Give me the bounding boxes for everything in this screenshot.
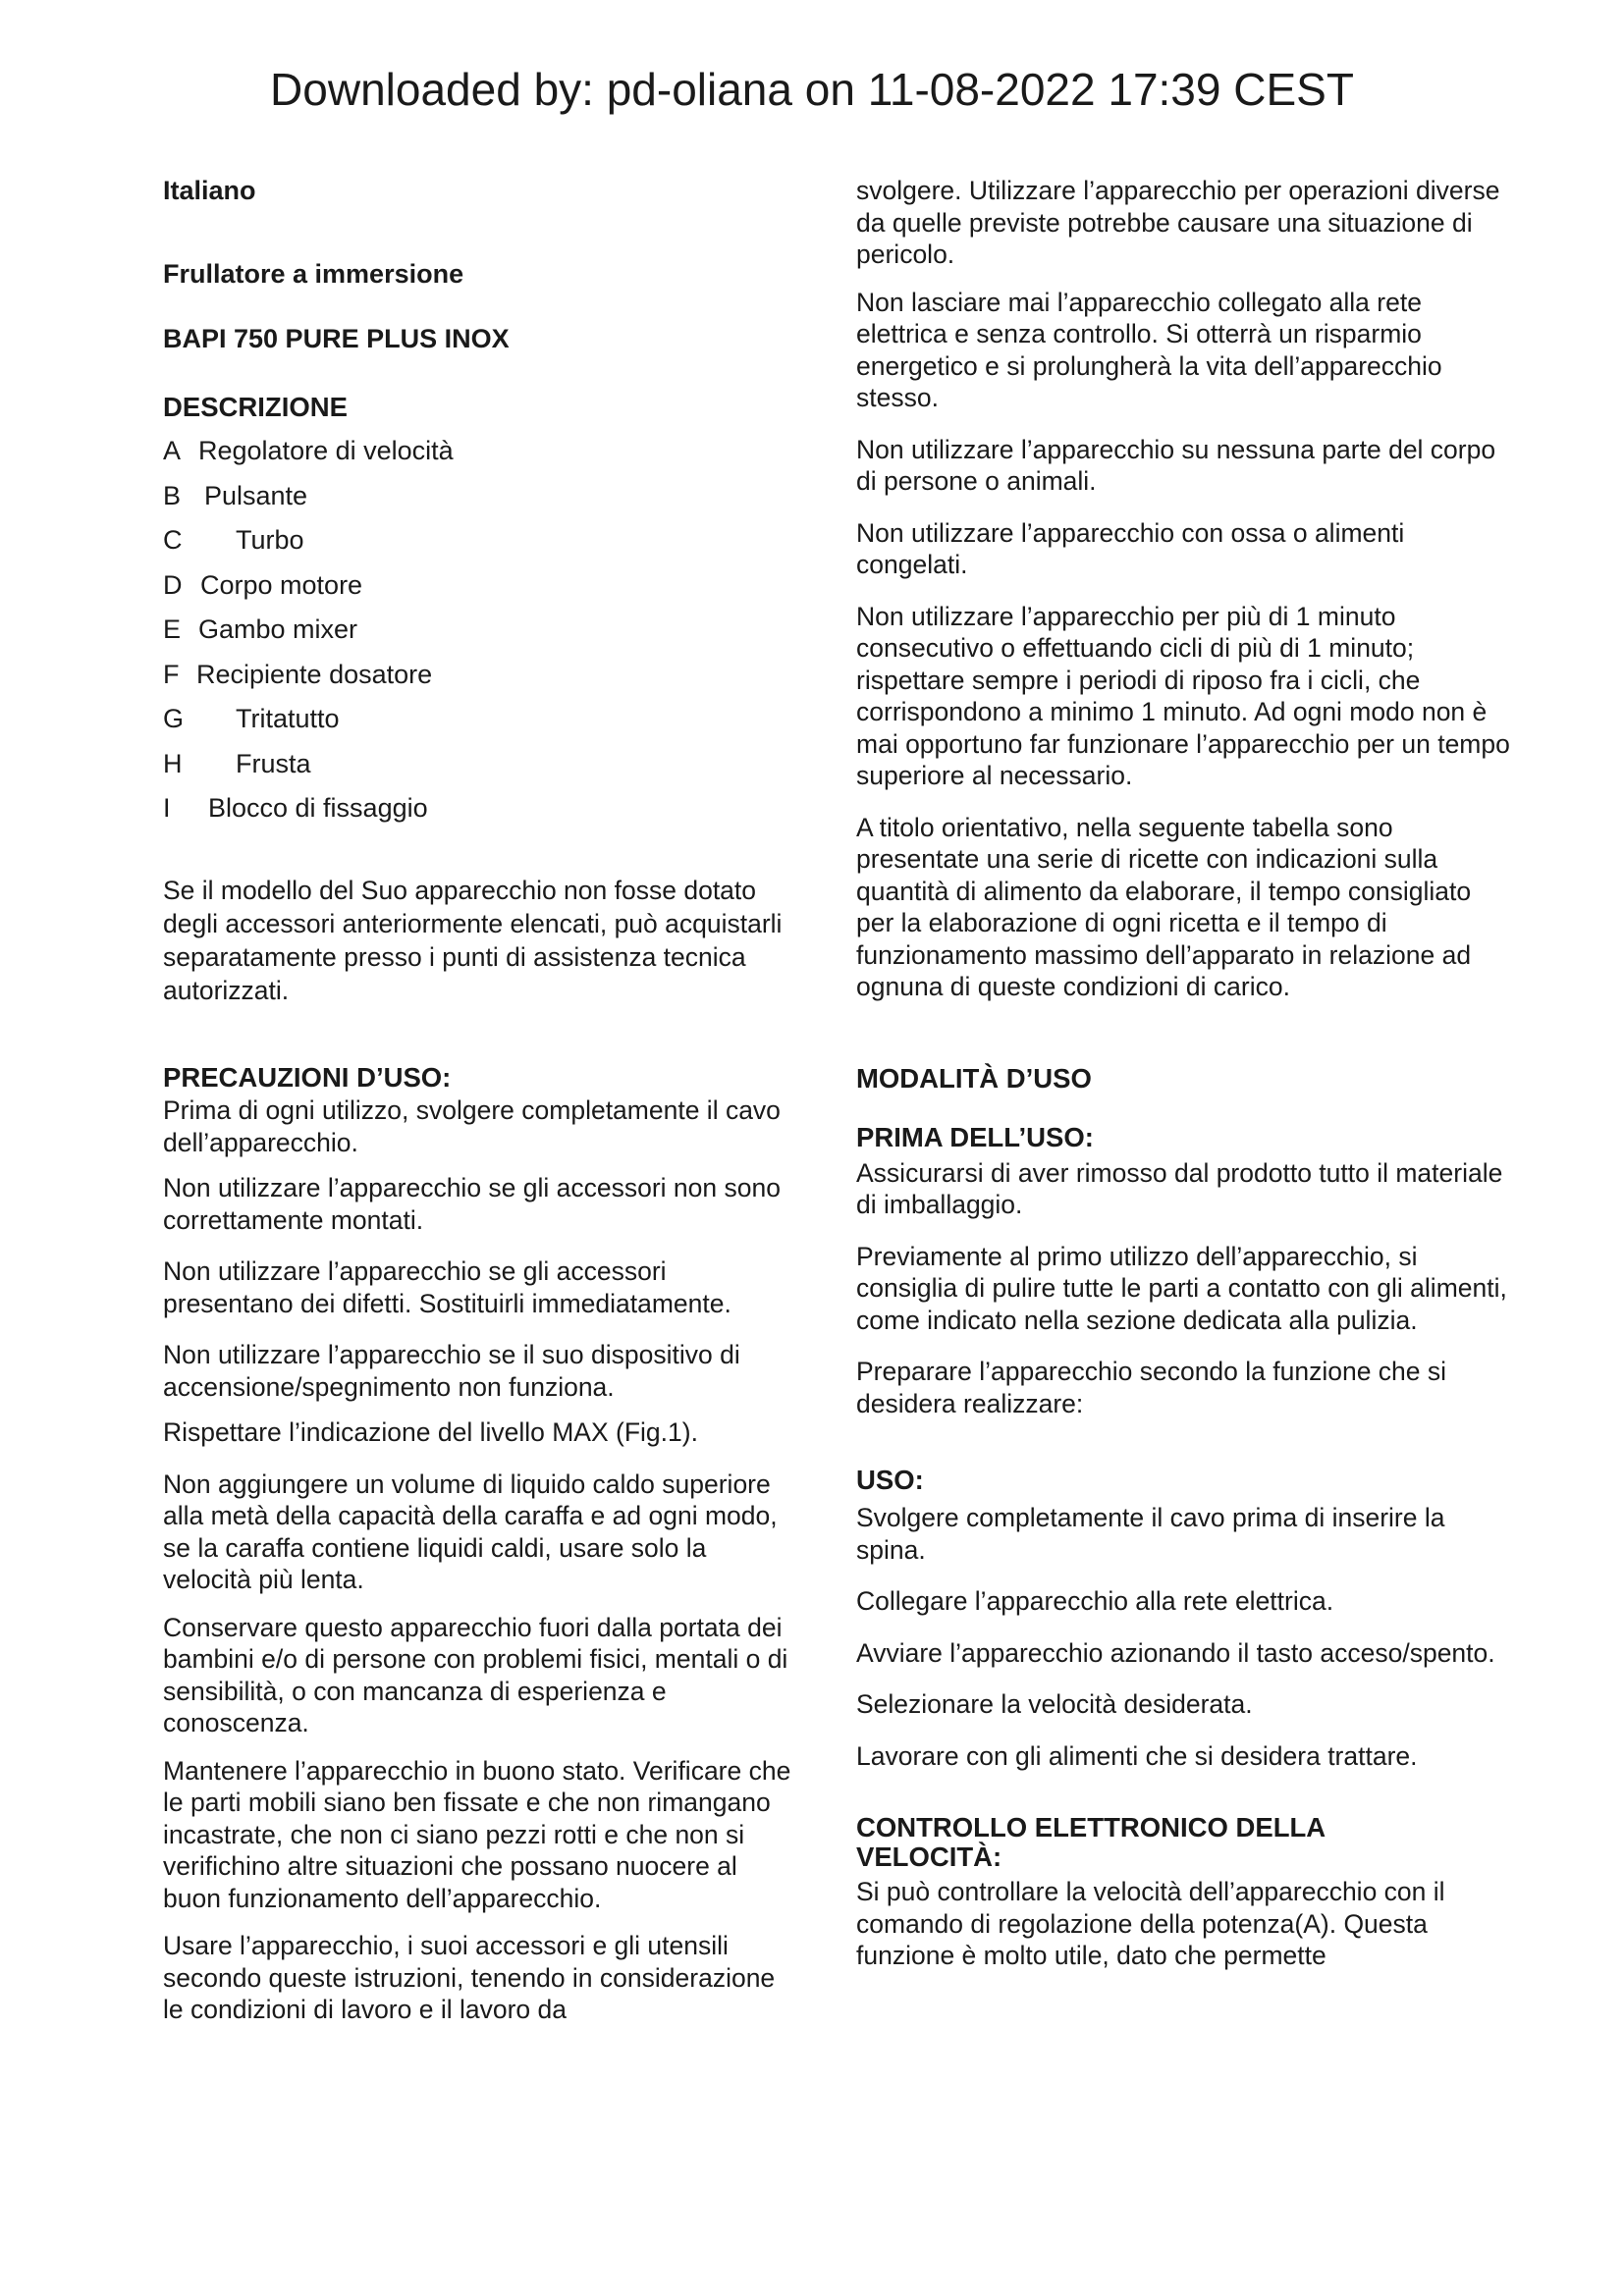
list-item: H Frusta: [163, 748, 311, 778]
list-item: C Turbo: [163, 525, 304, 555]
paragraph: Conservare questo apparecchio fuori dalla portata dei bambini e/o di persone con problemi fisici, mentali o di sensibilità, o con mancanza di esperienza e conoscenza.: [163, 1612, 788, 1737]
download-notice: Downloaded by: pd-oliana on 11-08-2022 17:39 CEST: [270, 64, 1354, 115]
list-item: A Regolatore di velocità: [163, 436, 454, 465]
paragraph: Non utilizzare l’apparecchio su nessuna parte del corpo di persone o animali.: [856, 434, 1496, 496]
paragraph: Non utilizzare l’apparecchio per più di 1 minuto consecutivo o effettuando cicli di più di 1 minuto; rispettare sempre i periodi di riposo fra i cicli, che corrispondono a minimo 1 minuto. Ad ogni modo non è mai opportuno far funzionare l’apparecchio per un tempo superiore al necessario.: [856, 601, 1510, 790]
right-column: [856, 175, 1514, 1972]
paragraph: Rispettare l’indicazione del livello MAX (Fig.1).: [163, 1417, 698, 1447]
list-item: G Tritatutto: [163, 704, 340, 733]
paragraph: Non utilizzare l’apparecchio se gli accessori presentano dei difetti. Sostituirli immediatamente.: [163, 1256, 731, 1318]
paragraph: Non utilizzare l’apparecchio con ossa o alimenti congelati.: [856, 517, 1405, 579]
paragraph: svolgere. Utilizzare l’apparecchio per operazioni diverse da quelle previste potrebbe causare una situazione di pericolo.: [856, 176, 1500, 269]
prima-heading: PRIMA DELL’USO:: [856, 1121, 1094, 1152]
paragraph: Selezionare la velocità desiderata.: [856, 1689, 1253, 1719]
product-type: Frullatore a immersione: [163, 259, 464, 289]
list-item: E Gambo mixer: [163, 614, 358, 644]
list-item: I Blocco di fissaggio: [163, 793, 428, 823]
paragraph: Non utilizzare l’apparecchio se gli accessori non sono correttamente montati.: [163, 1173, 781, 1235]
accessories-note: Se il modello del Suo apparecchio non fosse dotato degli accessori anteriormente elencati, può acquistarli separatamente presso i punti di assistenza tecnica autorizzati.: [163, 876, 783, 1005]
uso-heading: USO:: [856, 1465, 924, 1495]
left-column: [163, 175, 801, 2026]
paragraph: Assicurarsi di aver rimosso dal prodotto tutto il materiale di imballaggio.: [856, 1157, 1503, 1219]
paragraph: Previamente al primo utilizzo dell’apparecchio, si consiglia di pulire tutte le parti a contatto con gli alimenti, come indicato nella sezione dedicata alla pulizia.: [856, 1241, 1507, 1335]
paragraph: Mantenere l’apparecchio in buono stato. Verificare che le parti mobili siano ben fissate e che non rimangano incastrate, che non ci siano pezzi rotti e che non si verifichino altre situazioni che possano nuocere al buon funzionamento dell’apparecchio.: [163, 1755, 791, 1913]
controllo-heading: CONTROLLO ELETTRONICO DELLA VELOCITÀ:: [856, 1812, 1326, 1872]
paragraph: Non utilizzare l’apparecchio se il suo dispositivo di accensione/spegnimento non funziona.: [163, 1340, 740, 1402]
list-item: D Corpo motore: [163, 569, 363, 600]
precauzioni-heading: PRECAUZIONI D’USO:: [163, 1062, 452, 1093]
paragraph: Lavorare con gli alimenti che si desidera trattare.: [856, 1740, 1418, 1771]
paragraph: Si può controllare la velocità dell’apparecchio con il comando di regolazione della potenza(A). Questa funzione è molto utile, dato che permette: [856, 1877, 1445, 1970]
model-name: BAPI 750 PURE PLUS INOX: [163, 324, 510, 353]
list-item: B Pulsante: [163, 480, 308, 510]
paragraph: Svolgere completamente il cavo prima di inserire la spina.: [856, 1503, 1445, 1565]
paragraph: Prima di ogni utilizzo, svolgere completamente il cavo dell’apparecchio.: [163, 1095, 781, 1157]
paragraph: Collegare l’apparecchio alla rete elettrica.: [856, 1586, 1334, 1616]
paragraph: Avviare l’apparecchio azionando il tasto acceso/spento.: [856, 1637, 1495, 1668]
list-item: F Recipiente dosatore: [163, 659, 433, 689]
paragraph: Preparare l’apparecchio secondo la funzione che si desidera realizzare:: [856, 1357, 1447, 1418]
paragraph: Non aggiungere un volume di liquido caldo superiore alla metà della capacità della caraffa e ad ogni modo, se la caraffa contiene liquidi caldi, usare solo la velocità più lenta.: [163, 1468, 778, 1594]
descrizione-heading: DESCRIZIONE: [163, 392, 348, 422]
paragraph: Usare l’apparecchio, i suoi accessori e gli utensili secondo queste istruzioni, tenendo in considerazione le condizioni di lavoro e il lavoro da: [163, 1931, 776, 2024]
descrizione-list: [163, 435, 801, 825]
paragraph: Non lasciare mai l’apparecchio collegato alla rete elettrica e senza controllo. Si otterrà un risparmio energetico e si prolungherà la vita dell’apparecchio stesso.: [856, 287, 1442, 412]
language-label: Italiano: [163, 176, 256, 205]
modalita-heading: MODALITÀ D’USO: [856, 1062, 1092, 1094]
paragraph: A titolo orientativo, nella seguente tabella sono presentate una serie di ricette con indicazioni sulla quantità di alimento da elaborare, il tempo consigliato per la elaborazione di ogni ricetta e il tempo di funzionamento massimo dell’apparato in relazione ad ognuna di queste condizioni di carico.: [856, 812, 1472, 1001]
